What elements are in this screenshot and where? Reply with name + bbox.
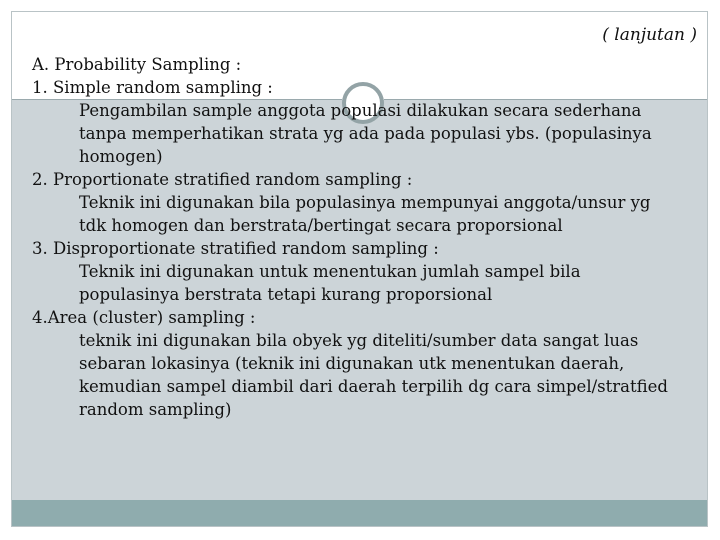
item-description-line: sebaran lokasinya (teknik ini digunakan utk menentukan daerah, — [79, 354, 625, 373]
item-title: 4.Area (cluster) sampling : — [32, 308, 256, 327]
item-description-line: kemudian sampel diambil dari daerah terpilih dg cara simpel/stratfied — [79, 377, 668, 396]
item-description-line: tanpa memperhatikan strata yg ada pada populasi ybs. (populasinya — [79, 124, 652, 143]
item-description-line: Pengambilan sample anggota populasi dilakukan secara sederhana — [79, 101, 642, 120]
section-heading: A. Probability Sampling : — [32, 55, 242, 74]
slide-subtitle: ( lanjutan ) — [602, 25, 697, 45]
item-title: 1. Simple random sampling : — [32, 78, 273, 97]
item-description-line: Teknik ini digunakan untuk menentukan jumlah sampel bila — [79, 262, 581, 281]
item-description-line: random sampling) — [79, 400, 232, 419]
slide-footer-bar — [12, 500, 707, 527]
slide — [11, 11, 708, 527]
item-description-line: homogen) — [79, 147, 163, 166]
item-description-line: tdk homogen dan berstrata/bertingat secara proporsional — [79, 216, 563, 235]
slide-content — [32, 53, 704, 421]
item-description-line: Teknik ini digunakan bila populasinya mempunyai anggota/unsur yg — [79, 193, 651, 212]
item-title: 3. Disproportionate stratified random sampling : — [32, 239, 439, 258]
item-description-line: teknik ini digunakan bila obyek yg diteliti/sumber data sangat luas — [79, 331, 639, 350]
item-description-line: populasinya berstrata tetapi kurang proporsional — [79, 285, 493, 304]
item-title: 2. Proportionate stratified random sampling : — [32, 170, 413, 189]
